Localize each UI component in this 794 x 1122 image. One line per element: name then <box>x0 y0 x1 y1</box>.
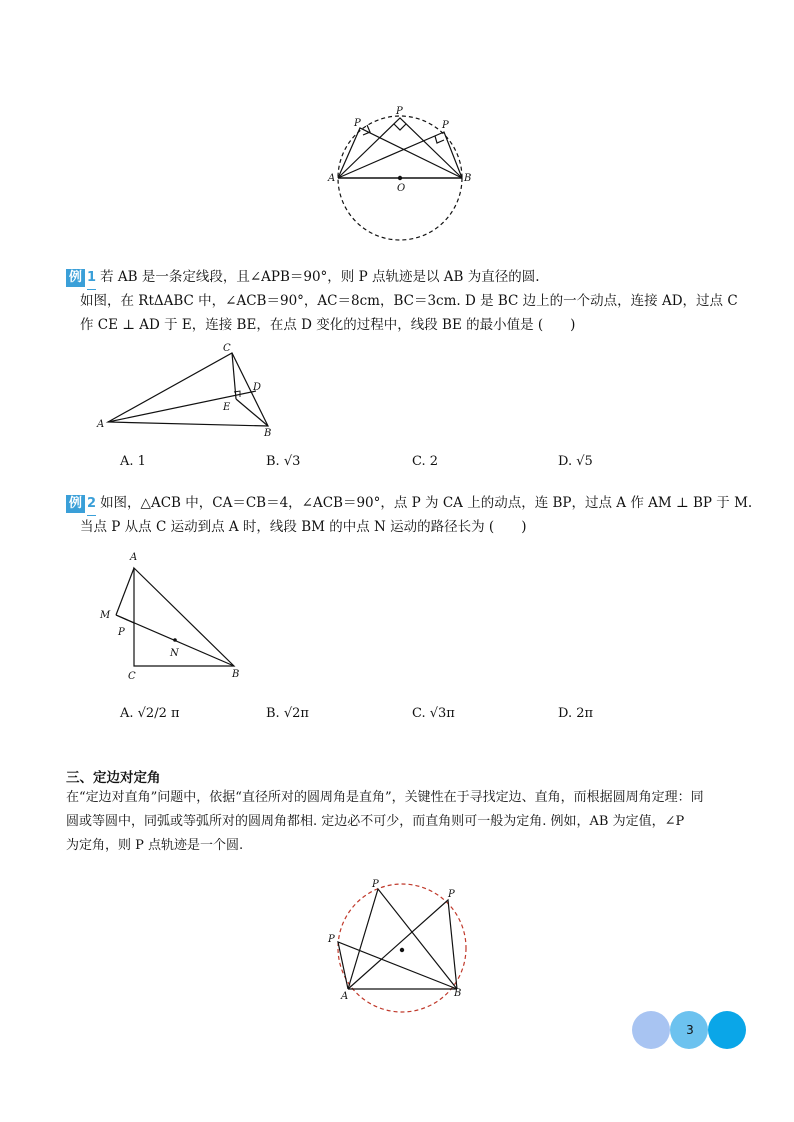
ex1-label-d: D <box>253 382 262 393</box>
example2-question-line <box>66 492 752 516</box>
example2-option-d[interactable]: D. 2π <box>558 706 594 721</box>
example1-option-b[interactable]: B. √3 <box>266 454 301 469</box>
label-p-right: P <box>442 120 449 131</box>
example2-option-c[interactable]: C. √3π <box>412 706 455 721</box>
ex2-label-n: N <box>170 648 179 659</box>
example2-option-b[interactable]: B. √2π <box>266 706 309 721</box>
s3-label-p-left: P <box>328 934 335 945</box>
example1-intro-line <box>66 266 540 290</box>
ex2-label-c: C <box>128 671 136 681</box>
label-p-top: P <box>396 106 403 117</box>
s3-label-b: B <box>454 988 462 999</box>
example2-option-a[interactable]: A. √2/2 π <box>120 706 180 721</box>
example2-figure <box>96 546 256 681</box>
figure-circle-diameter <box>320 100 480 245</box>
ex1-label-b: B <box>264 428 272 439</box>
example1-tag: 例 <box>66 269 85 287</box>
example2-num: 2 <box>87 493 96 516</box>
ex1-label-c: C <box>223 343 231 354</box>
section-title: 三、定边对定角 <box>66 770 161 786</box>
example2-tag: 例 <box>66 495 85 513</box>
label-a: A <box>328 173 336 184</box>
ex2-label-m: M <box>100 610 111 621</box>
example1-option-d[interactable]: D. √5 <box>558 454 593 469</box>
example1-question-1: 如图，在 RtΔABC 中，∠ACB＝90°，AC＝8cm，BC＝3cm. D 是 BC 边上的一个动点，连接 AD，过点 C <box>80 293 738 309</box>
ex2-label-a: A <box>130 552 138 563</box>
ex1-label-a: A <box>97 419 105 430</box>
ex2-label-b: B <box>232 669 240 680</box>
s3-label-p-top: P <box>372 879 379 890</box>
section3-figure <box>326 872 476 1017</box>
label-b: B <box>464 173 472 184</box>
page-badge-left <box>632 1011 670 1049</box>
ex1-label-e: E <box>223 402 231 413</box>
section-paragraph-1: 在“定边对直角”问题中，依据“直径所对的圆周角是直角”，关键性在于寻找定边、直角，而根据圆周角定理：同 <box>66 790 704 805</box>
page-badge-right <box>708 1011 746 1049</box>
example1-question-2: 作 CE ⊥ AD 于 E，连接 BE，在点 D 变化的过程中，线段 BE 的最小值是 ( ) <box>80 317 576 333</box>
example1-option-c[interactable]: C. 2 <box>412 454 439 469</box>
example1-intro: 若 AB 是一条定线段，且∠APB＝90°，则 P 点轨迹是以 AB 为直径的圆. <box>100 269 540 285</box>
label-o: O <box>397 183 406 194</box>
example1-figure <box>96 342 286 442</box>
center-dot <box>398 176 402 180</box>
ex2-point-n <box>173 638 177 642</box>
page-number: 3 <box>686 1023 694 1037</box>
ex2-label-p: P <box>118 627 125 638</box>
example2-question-2: 当点 P 从点 C 运动到点 A 时，线段 BM 的中点 N 运动的路径长为 ( ) <box>80 519 527 535</box>
example2-question-1: 如图，△ACB 中，CA＝CB＝4，∠ACB＝90°，点 P 为 CA 上的动点，连 BP，过点 A 作 AM ⊥ BP 于 M. <box>100 495 753 511</box>
example1-option-a[interactable]: A. 1 <box>120 454 146 469</box>
section-paragraph-3: 为定角，则 P 点轨迹是一个圆. <box>66 838 244 853</box>
s3-label-p-right: P <box>448 889 455 900</box>
label-p-left: P <box>354 118 361 129</box>
center-dot <box>400 948 404 952</box>
s3-label-a: A <box>341 991 349 1002</box>
section-paragraph-2: 圆或等圆中，同弧或等弧所对的圆周角都相. 定边必不可少，而直角则可一般为定角. 例如，AB 为定值，∠P <box>66 814 685 829</box>
example1-num: 1 <box>87 267 96 290</box>
